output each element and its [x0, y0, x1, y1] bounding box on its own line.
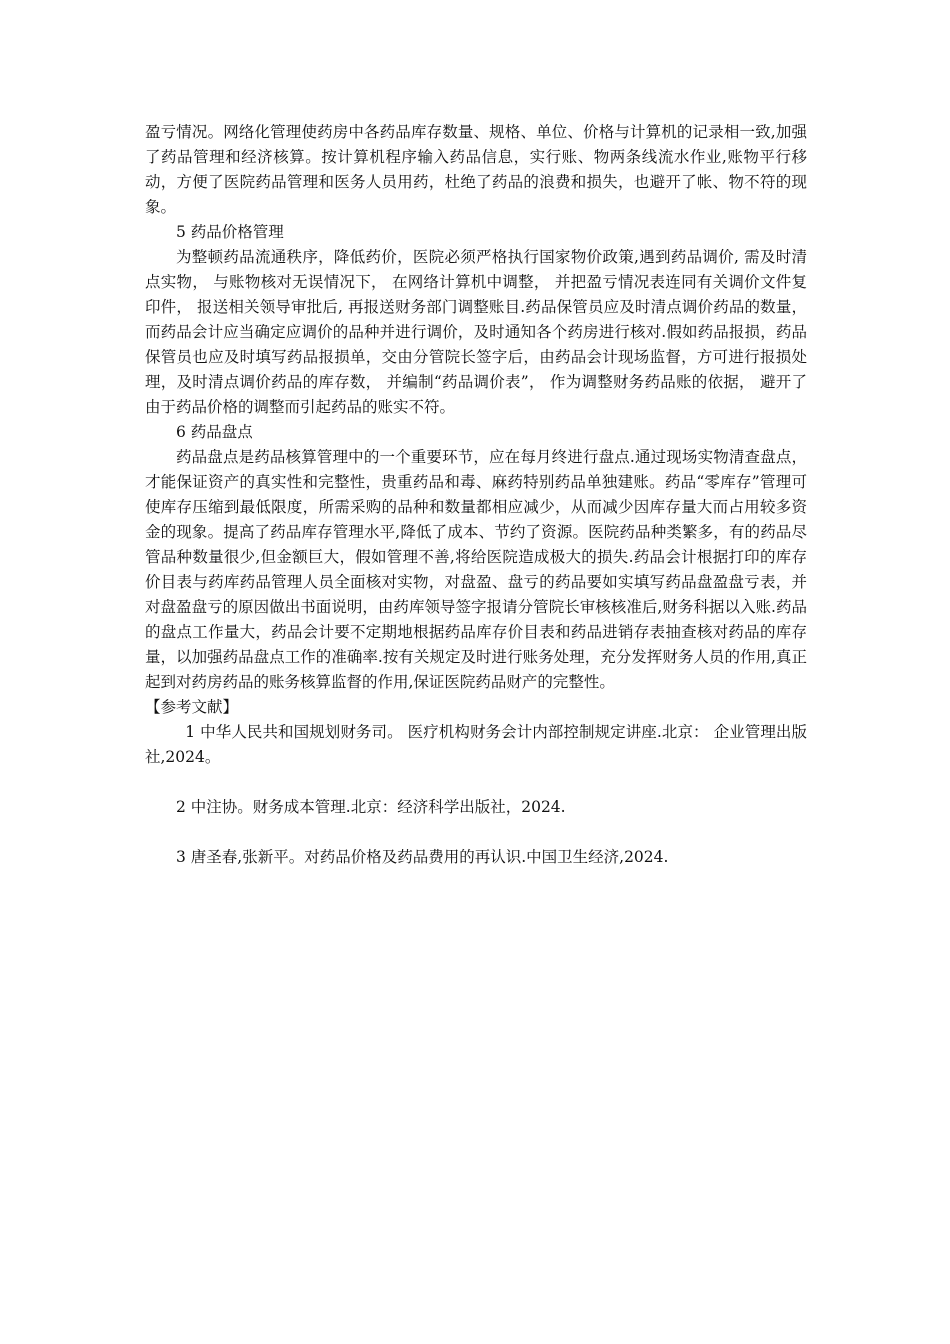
paragraph-price-management: 为整顿药品流通秩序，降低药价，医院必须严格执行国家物价政策,遇到药品调价, 需及时清点实物， 与账物核对无误情况下， 在网络计算机中调整， 并把盈亏情况表连同有关调价文件复印件， 报送相关领导审批后, 再报送财务部门调整账目.药品保管员应及时清点调价药品的数量，而药品会计应当确定应调价的品种并进行调价，及时通知各个药房进行核对.假如药品报损，药品保管员也应及时填写药品报损单，交由分管院长签字后，由药品会计现场监督，方可进行报损处理，及时清点调价药品的库存数， 并编制“药品调价表”， 作为调整财务药品账的依据， 避开了由于药品价格的调整而引起药品的账实不符。 [145, 248, 807, 416]
paragraph-inventory-count: 药品盘点是药品核算管理中的一个重要环节，应在每月终进行盘点.通过现场实物清查盘点，才能保证资产的真实性和完整性，贵重药品和毒、麻药特别药品单独建账。药品“零库存”管理可使库存压缩到最低限度，所需采购的品种和数量都相应减少，从而减少因库存量大而占用较多资金的现象。提高了药品库存管理水平,降低了成本、节约了资源。医院药品种类繁多，有的药品尽管品种数量很少,但金额巨大，假如管理不善,将给医院造成极大的损失.药品会计根据打印的库存价目表与药库药品管理人员全面核对实物，对盘盈、盘亏的药品要如实填写药品盘盈盘亏表，并对盘盈盘亏的原因做出书面说明，由药库领导签字报请分管院长审核核准后,财务科据以入账.药品的盘点工作量大，药品会计要不定期地根据药品库存价目表和药品进销存表抽查核对药品的库存量，以加强药品盘点工作的准确率.按有关规定及时进行账务处理，充分发挥财务人员的作用,真正起到对药房药品的账务核算监督的作用,保证医院药品财产的完整性。 [145, 448, 807, 691]
reference-item-3: 3 唐圣春,张新平。对药品价格及药品费用的再认识.中国卫生经济,2024. [176, 848, 669, 866]
section-heading-5: 5 药品价格管理 [176, 223, 284, 241]
reference-item-1: 1 中华人民共和国规划财务司。 医疗机构财务会计内部控制规定讲座.北京： 企业管理出版社,2024。 [145, 723, 807, 766]
references-title: 【参考文献】 [145, 698, 239, 716]
section-heading-6: 6 药品盘点 [176, 423, 253, 441]
document-page [145, 120, 807, 870]
reference-item-2: 2 中注协。财务成本管理.北京：经济科学出版社，2024. [176, 798, 566, 816]
paragraph-intro: 盈亏情况。网络化管理使药房中各药品库存数量、规格、单位、价格与计算机的记录相一致,加强了药品管理和经济核算。按计算机程序输入药品信息，实行账、物两条线流水作业,账物平行移动，方便了医院药品管理和医务人员用药，杜绝了药品的浪费和损失，也避开了帐、物不符的现象。 [145, 123, 807, 216]
